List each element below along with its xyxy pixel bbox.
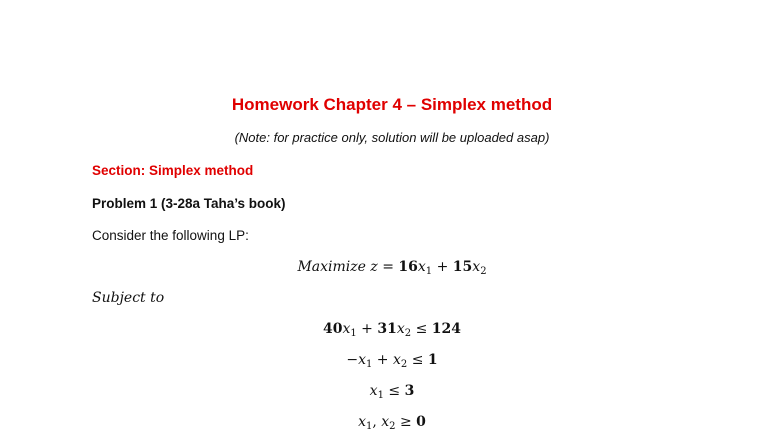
document-title: Homework Chapter 4 – Simplex method bbox=[231, 95, 553, 114]
objective-keyword: Maximize bbox=[297, 259, 366, 275]
practice-note: (Note: for practice only, solution will be uploaded asap) bbox=[234, 130, 550, 145]
c4-var-1: x bbox=[358, 414, 366, 430]
objective-coef-2: 15 bbox=[452, 259, 473, 275]
c2-var-2: x bbox=[392, 352, 401, 368]
objective-var-1: x bbox=[417, 259, 426, 275]
c4-var-2: x bbox=[381, 414, 390, 430]
c1-relation: ≤ bbox=[415, 321, 428, 337]
c1-var-2: x bbox=[396, 321, 405, 337]
c1-coef-1: 40 bbox=[322, 321, 343, 337]
objective-sub-1: 1 bbox=[425, 266, 433, 277]
c4-sub-1: 1 bbox=[365, 421, 373, 432]
c3-var-1: x bbox=[369, 383, 378, 399]
constraint-4: $x_1$, $x_2 \ge 0$ bbox=[358, 414, 426, 432]
objective-coef-1: 16 bbox=[398, 259, 418, 275]
constraint-3 bbox=[0, 383, 784, 399]
c3-sub-1: 1 bbox=[377, 390, 384, 401]
c4-sub-2: 2 bbox=[389, 421, 396, 432]
c4-relation: ≥ bbox=[399, 414, 412, 430]
problem-heading: Problem 1 (3-28a Taha’s book) bbox=[92, 196, 286, 211]
c1-sub-2: 2 bbox=[404, 328, 412, 339]
c1-coef-2: 31 bbox=[377, 321, 397, 337]
c4-rhs: 0 bbox=[416, 414, 426, 430]
section-heading: Section: Simplex method bbox=[92, 163, 254, 178]
objective-sub-2: 2 bbox=[480, 266, 487, 277]
intro-text: Consider the following LP: bbox=[92, 228, 249, 243]
c2-rhs: 1 bbox=[427, 352, 438, 368]
constraint-2: $-x_1 + x_2 \le 1$ bbox=[346, 352, 438, 370]
objective-function: Maximize $z = 16x_1 + 15x_2$ bbox=[297, 259, 487, 277]
objective-var-2: x bbox=[472, 259, 481, 275]
c2-var-1: x bbox=[358, 352, 366, 368]
c1-rhs: 124 bbox=[431, 321, 462, 337]
c2-sub-2: 2 bbox=[400, 359, 408, 370]
c3-relation: ≤ bbox=[388, 383, 401, 399]
c3-rhs: 3 bbox=[404, 383, 415, 399]
c2-relation: ≤ bbox=[411, 352, 424, 368]
subject-to-label: Subject to bbox=[92, 290, 165, 306]
c2-sub-1: 1 bbox=[365, 359, 373, 370]
constraint-1: $40x_1 + 31x_2 \le 124$ bbox=[322, 321, 462, 339]
c1-var-1: x bbox=[342, 321, 351, 337]
c1-sub-1: 1 bbox=[350, 328, 357, 339]
objective-variable: z bbox=[370, 259, 378, 275]
